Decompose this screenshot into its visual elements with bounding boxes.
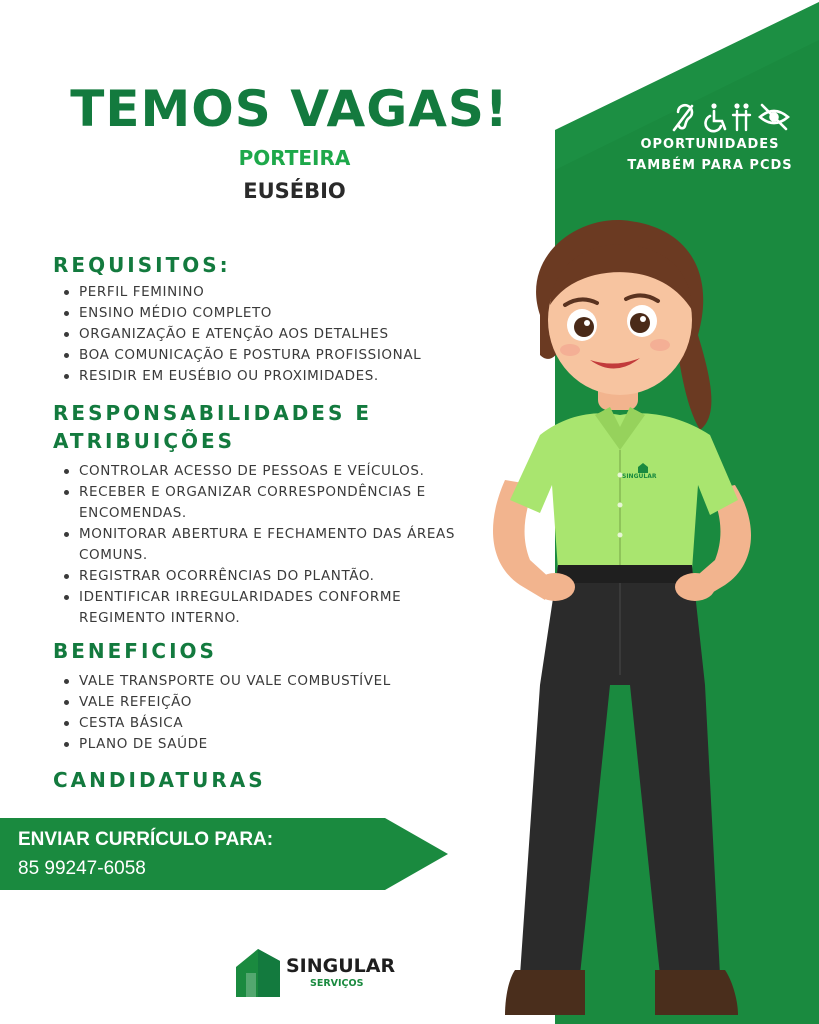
character-illustration (470, 215, 780, 1024)
hearing-impaired-icon (674, 105, 692, 130)
list-item: REGISTRAR OCORRÊNCIAS DO PLANTÃO. (62, 566, 492, 587)
list-item: VALE TRANSPORTE OU VALE COMBUSTÍVEL (62, 671, 492, 692)
left-hand (535, 573, 575, 601)
shirt (510, 407, 738, 570)
benefits-title: BENEFICIOS (53, 639, 217, 663)
headline: TEMOS VAGAS! (70, 80, 509, 138)
logo-name: SINGULAR (286, 955, 396, 977)
list-item: ENSINO MÉDIO COMPLETO (62, 303, 492, 324)
responsibilities-list (62, 461, 492, 629)
requirements-list (62, 282, 492, 387)
pcd-icons (610, 100, 810, 134)
list-item: CESTA BÁSICA (62, 713, 492, 734)
visually-impaired-icon (760, 105, 788, 129)
cta-banner[interactable] (0, 818, 450, 890)
list-item: PERFIL FEMININO (62, 282, 492, 303)
shirt-logo-text: SINGULAR (622, 473, 657, 480)
benefits-list (62, 671, 492, 755)
cta-phone[interactable]: 85 99247-6058 (18, 858, 146, 879)
applications-title: CANDIDATURAS (53, 768, 266, 792)
wheelchair-icon (706, 103, 725, 131)
list-item: BOA COMUNICAÇÃO E POSTURA PROFISSIONAL (62, 345, 492, 366)
job-city: EUSÉBIO (243, 179, 346, 203)
pants (520, 565, 720, 975)
list-item: VALE REFEIÇÃO (62, 692, 492, 713)
list-item: RECEBER E ORGANIZAR CORRESPONDÊNCIAS E ENCOMENDAS. (62, 482, 492, 524)
job-role: PORTEIRA (238, 146, 351, 170)
responsibilities-title-line-1: RESPONSABILIDADES E (53, 401, 372, 425)
pcd-line-2: TAMBÉM PARA PCDS (627, 158, 793, 173)
list-item: RESIDIR EM EUSÉBIO OU PROXIMIDADES. (62, 366, 492, 387)
right-shoe (655, 970, 738, 1015)
right-hand (675, 573, 715, 601)
list-item: IDENTIFICAR IRREGULARIDADES CONFORME REGIMENTO INTERNO. (62, 587, 492, 629)
responsibilities-title-line-2: ATRIBUIÇÕES (53, 429, 236, 453)
pcd-line-1: OPORTUNIDADES (640, 137, 780, 152)
cta-title: ENVIAR CURRÍCULO PARA: (18, 829, 274, 850)
company-logo (234, 945, 434, 1001)
list-item: PLANO DE SAÚDE (62, 734, 492, 755)
left-shoe (505, 970, 585, 1015)
list-item: ORGANIZAÇÃO E ATENÇÃO AOS DETALHES (62, 324, 492, 345)
assisted-walking-icon (733, 103, 750, 130)
logo-mark-icon (234, 947, 282, 999)
requirements-title: REQUISITOS: (53, 253, 231, 277)
logo-subtitle: SERVIÇOS (310, 978, 364, 989)
list-item: CONTROLAR ACESSO DE PESSOAS E VEÍCULOS. (62, 461, 492, 482)
pcd-badge (610, 100, 810, 176)
list-item: MONITORAR ABERTURA E FECHAMENTO DAS ÁREAS COMUNS. (62, 524, 492, 566)
